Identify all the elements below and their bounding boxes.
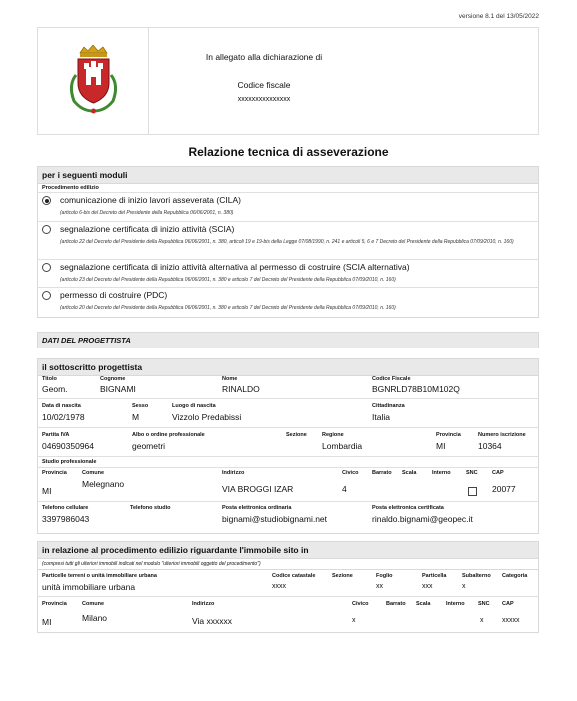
radio-scia[interactable] — [42, 225, 51, 234]
radio-cila[interactable] — [42, 196, 51, 205]
dati-progettista-heading: DATI DEL PROGETTISTA — [38, 333, 538, 348]
studio-civico-value: 4 — [342, 484, 347, 494]
progettista-section: il sottoscritto progettista Titolo Cognome Nome Codice Fiscale Geom. BIGNAMI RINALDO BGNRLD78B10M102Q Data di nascita Sesso Luogo di nascita Cittadinanza 10/02/1978 M Vizzolo Predabissi Italia Partita IVA Albo o ordine professionale Sezione Regione Provincia Numero iscrizione 04690350964 geometri Lombardia MI 10364 Studio professionale Provincia Comune Indirizzo Civico Barrato Scala Interno SNC CAP MI Melegnano VIA BROGGI IZAR 4 20077 Telefono cellulare Telefono studio Posta elettronica ordinaria Posta elettronica certificata 3397986043 bignami@studiobignami.net rinaldo.bignami@geopec.it — [37, 358, 539, 534]
dati-progettista-bar — [37, 332, 539, 348]
radio-scia-alternativa[interactable] — [42, 263, 51, 272]
progettista-heading: il sottoscritto progettista — [38, 359, 538, 376]
foglio-value: xx — [376, 583, 383, 590]
header-cf-value: xxxxxxxxxxxxxxx — [237, 96, 291, 103]
immobile-snc-value: x — [480, 617, 484, 624]
luogo-value: Vizzolo Predabissi — [172, 412, 242, 422]
data-nascita-value: 10/02/1978 — [42, 412, 85, 422]
coat-of-arms-logo — [66, 45, 121, 117]
pec-value: rinaldo.bignami@geopec.it — [372, 514, 473, 524]
cognome-value: BIGNAMI — [100, 384, 136, 394]
piva-value: 04690350964 — [42, 441, 95, 451]
albo-value: geometri — [132, 441, 166, 451]
cf-value: BGNRLD78B10M102Q — [372, 384, 460, 394]
iscrizione-value: 10364 — [478, 441, 502, 451]
immobile-section: in relazione al procedimento edilizio riguardante l'immobile sito in (compresi tutti gli ulteriori immobili indicati nel modulo "ulteriori immobili oggetto del procedimento") Particelle terreni o unità immobiliare urbana Codice catastale Sezione Foglio Particella Subalterno Categoria unità immobiliare urbana xxxx xx xxx x Provincia Comune Indirizzo Civico Barrato Scala Interno SNC CAP MI Milano Via xxxxxx x x xxxxx — [37, 541, 539, 633]
immobile-cap-value: xxxxx — [502, 617, 520, 624]
option-scia-alternativa[interactable]: segnalazione certificata di inizio attività alternativa al permesso di costruire (SCIA alternativa) (articolo 23 del Decreto del Presidente della Repubblica 06/06/2001, n. 380 e articolo 7 del Decreto del Presidente della Repubblica 07/09/2010, n. 160) — [38, 260, 538, 287]
email-value: bignami@studiobignami.net — [222, 514, 328, 524]
immobile-provincia-value: MI — [42, 617, 52, 627]
particella-value: xxx — [422, 583, 433, 590]
document-title: Relazione tecnica di asseverazione — [188, 145, 389, 159]
snc-checkbox[interactable] — [468, 487, 477, 496]
immobile-heading: in relazione al procedimento edilizio riguardante l'immobile sito in — [38, 542, 538, 559]
option-pdc[interactable]: permesso di costruire (PDC) (articolo 20 del Decreto del Presidente della Repubblica 06/06/2001, n. 380 e articolo 7 del Decreto del Presidente della Repubblica 07/09/2010, n. 160) — [38, 288, 538, 318]
studio-comune-value: Melegnano — [82, 479, 125, 489]
header-box — [37, 27, 539, 135]
codice-catastale-value: xxxx — [272, 583, 286, 590]
option-cila[interactable]: comunicazione di inizio lavori asseverata (CILA) (articolo 6-bis del Decreto del Presidente della Repubblica 06/06/2001, n. 380) — [38, 193, 538, 221]
studio-indirizzo-value: VIA BROGGI IZAR — [222, 484, 294, 494]
titolo-value: Geom. — [42, 384, 68, 394]
moduli-section — [37, 166, 539, 318]
immobile-note: (compresi tutti gli ulteriori immobili indicati nel modulo "ulteriori immobili oggetto del procedimento") — [38, 559, 538, 570]
immobile-comune-value: Milano — [82, 613, 108, 623]
moduli-heading: per i seguenti moduli — [38, 167, 538, 184]
sesso-value: M — [132, 412, 140, 422]
header-line1: In allegato alla dichiarazione di — [205, 52, 323, 62]
version-label: versione 8.1 del 13/05/2022 — [458, 13, 539, 20]
studio-provincia-value: MI — [42, 486, 52, 496]
regione-value: Lombardia — [322, 441, 363, 451]
immobile-indirizzo-value: Via xxxxxx — [192, 616, 232, 626]
radio-pdc[interactable] — [42, 291, 51, 300]
immobile-civico-value: x — [352, 617, 356, 624]
option-scia[interactable]: segnalazione certificata di inizio attività (SCIA) (articolo 22 del Decreto del Presidente della Repubblica 06/06/2001, n. 380, articoli 19 e 19-bis della Legge 07/08/1990, n. 241 e articoli 5, 6 e 7 Decreto del Presidente della Repubblica 07/09/2010, n. 160) — [38, 222, 538, 259]
cittadinanza-value: Italia — [372, 412, 390, 422]
subalterno-value: x — [462, 583, 466, 590]
header-codice-fiscale: Codice fiscale — [237, 80, 291, 90]
studio-cap-value: 20077 — [492, 484, 516, 494]
procedimento-label: Procedimento edilizio — [42, 185, 99, 191]
particelle-value: unità immobiliare urbana — [42, 582, 136, 592]
telefono-value: 3397986043 — [42, 514, 90, 524]
nome-value: RINALDO — [222, 384, 260, 394]
provincia-value: MI — [436, 441, 446, 451]
